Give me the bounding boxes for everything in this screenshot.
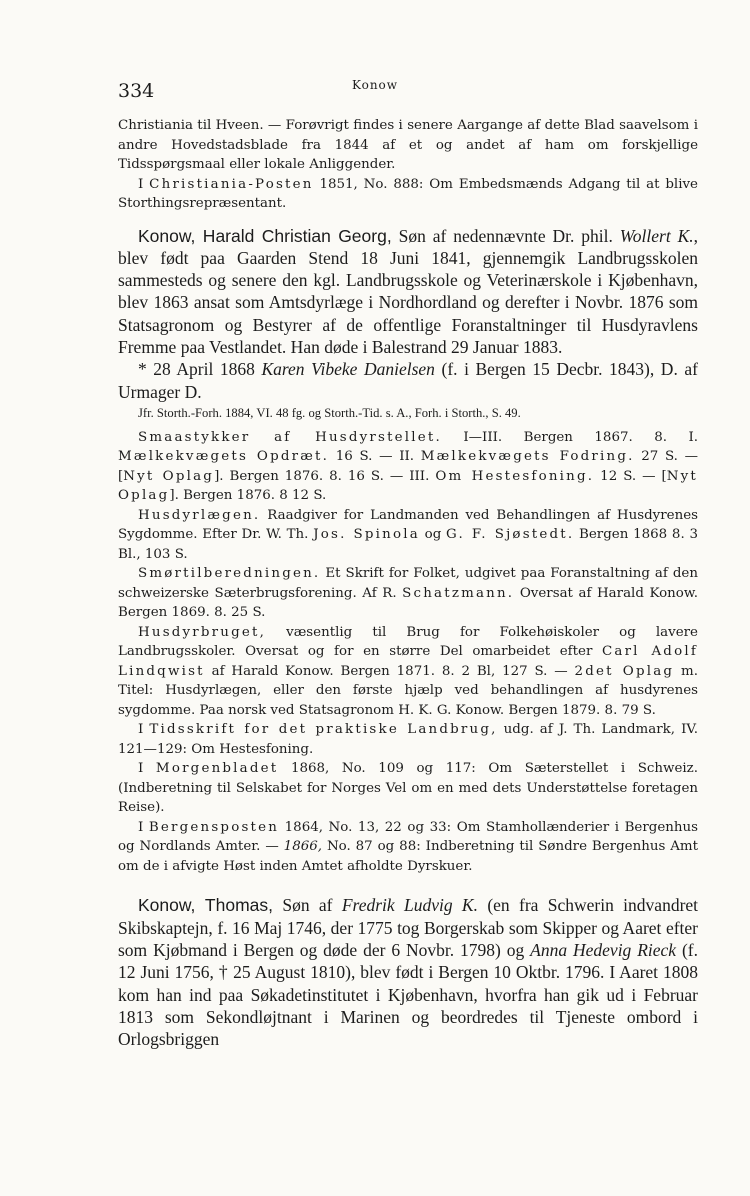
work-item: Smaastykker af Husdyrstellet. I—III. Bergen 1867. 8. I. Mælkekvægets Opdræt. 16 S. — II. Mælkekvægets Fodring. 27 S. — [Nyt Oplag]. Bergen 1876. 8. 16 S. — III. Om Hestesfoning. 12 S. — [Nyt Oplag]. Bergen 1876. 8 12 S. <box>118 429 699 504</box>
entry-thomas-konow <box>118 894 698 1050</box>
person-name: Anna Hedevig Rieck <box>530 939 677 960</box>
entry-bio: Konow, Harald Christian Georg, Søn af nedennævnte Dr. phil. Wollert K., blev født paa Gaarden Stend 18 Juni 1841, gjennemgik Landbrugsskolen sammesteds og senere den kgl. Landbrugsskole og Veterinærskole i Kjøbenhavn, blev 1863 ansat som Amtsdyrlæge i Nordhordland og derefter i Novbr. 1876 som Statsagronom og Bestyrer af de offentlige Foranstaltninger til Husdyravlens Fremme paa Vestlandet. Han døde i Balestrand 29 Januar 1883. <box>118 225 699 357</box>
page-body <box>118 116 698 1050</box>
entry-bio: Konow, Thomas, Søn af Fredrik Ludvig K. (en fra Schwerin indvandret Skibskaptejn, f. 16 Maj 1746, der 1775 tog Borgerskab som Skipper og Aaret efter som Kjøbmand i Bergen og døde der 6 Novbr. 1798) og Anna Hedevig Rieck (f. 12 Juni 1756, † 25 August 1810), blev født i Bergen 10 Oktbr. 1796. I Aaret 1808 kom han ind paa Søkadetinstitutet i Kjøbenhavn, hvorfra han gik ud i Februar 1813 som Sekondløjtnant i Marinen og beordredes til Tjeneste ombord i Orlogsbriggen <box>118 895 699 1050</box>
work-item: I Tidsskrift for det praktiske Landbrug, udg. af J. Th. Landmark, IV. 121—129: Om Hestesfoning. <box>118 722 698 757</box>
entry-heading: Konow, Thomas, <box>138 895 273 916</box>
person-name: Karen Vibeke Danielsen <box>261 359 435 380</box>
entry-marriage: * 28 April 1868 Karen Vibeke Danielsen (f. i Bergen 15 Decbr. 1843), D. af Urmager D. <box>118 359 698 402</box>
work-item: Smørtilberedningen. Et Skrift for Folket, udgivet paa Foranstaltning af den schweizerske Sæterbrugsforening. Af R. Schatzmann. Oversat af Harald Konow. Bergen 1869. 8. 25 S. <box>118 566 698 621</box>
running-head: Konow <box>351 78 399 92</box>
person-name: Fredrik Ludvig K. <box>341 895 478 916</box>
entry-references: Jfr. Storth.-Forh. 1884, VI. 48 fg. og Storth.-Tid. s. A., Forh. i Storth., S. 49. <box>138 405 521 420</box>
entry-harald-konow <box>118 225 698 877</box>
person-name: Wollert K. <box>619 225 694 246</box>
work-item: I Bergensposten 1864, No. 13, 22 og 33: Om Stamhollænderier i Bergenhus og Nordlands Amter. — 1866, No. 87 og 88: Indberetning til Søndre Bergenhus Amt om de i afvigte Høst inden Amtet afholdte Dyrskuer. <box>118 819 699 874</box>
work-item: Husdyrlægen. Raadgiver for Landmanden ved Behandlingen af Husdyrenes Sygdomme. Efter Dr. W. Th. Jos. Spinola og G. F. Sjøstedt. Bergen 1868 8. 3 Bl., 103 S. <box>118 507 698 562</box>
work-item: I Morgenbladet 1868, No. 109 og 117: Om Sæterstellet i Schweiz. (Indberetning til Selskabet for Norges Vel om en med dets Understøttelse foretagen Reise). <box>118 761 698 816</box>
intro-paragraph: Christiania til Hveen. — Forøvrigt findes i senere Aargange af dette Blad saavelsom i andre Hovedstadsblade fra 1844 af et og andet af ham om forskjellige Tidsspørgsmaal eller lokale Anliggender. <box>118 118 698 172</box>
entry-heading: Konow, Harald Christian Georg, <box>138 225 392 246</box>
intro-reference: I Christiania-Posten 1851, No. 888: Om Embedsmænds Adgang til at blive Storthingsrepræsentant. <box>118 176 698 211</box>
page-number: 334 <box>118 80 155 102</box>
work-item: Husdyrbruget, væsentlig til Brug for Folkehøiskoler og lavere Landbrugsskoler. Oversat og for en større Del omarbeidet efter Carl Adolf Lindqwist af Harald Konow. Bergen 1871. 8. 2 Bl, 127 S. — 2det Oplag m. Titel: Husdyrlægen, eller den første hjælp ved behandlingen af husdyrenes sygdomme. Paa norsk ved Statsagronom H. K. G. Konow. Bergen 1879. 8. 79 S. <box>118 624 698 718</box>
newspaper-title: Christiania-Posten <box>149 176 314 192</box>
